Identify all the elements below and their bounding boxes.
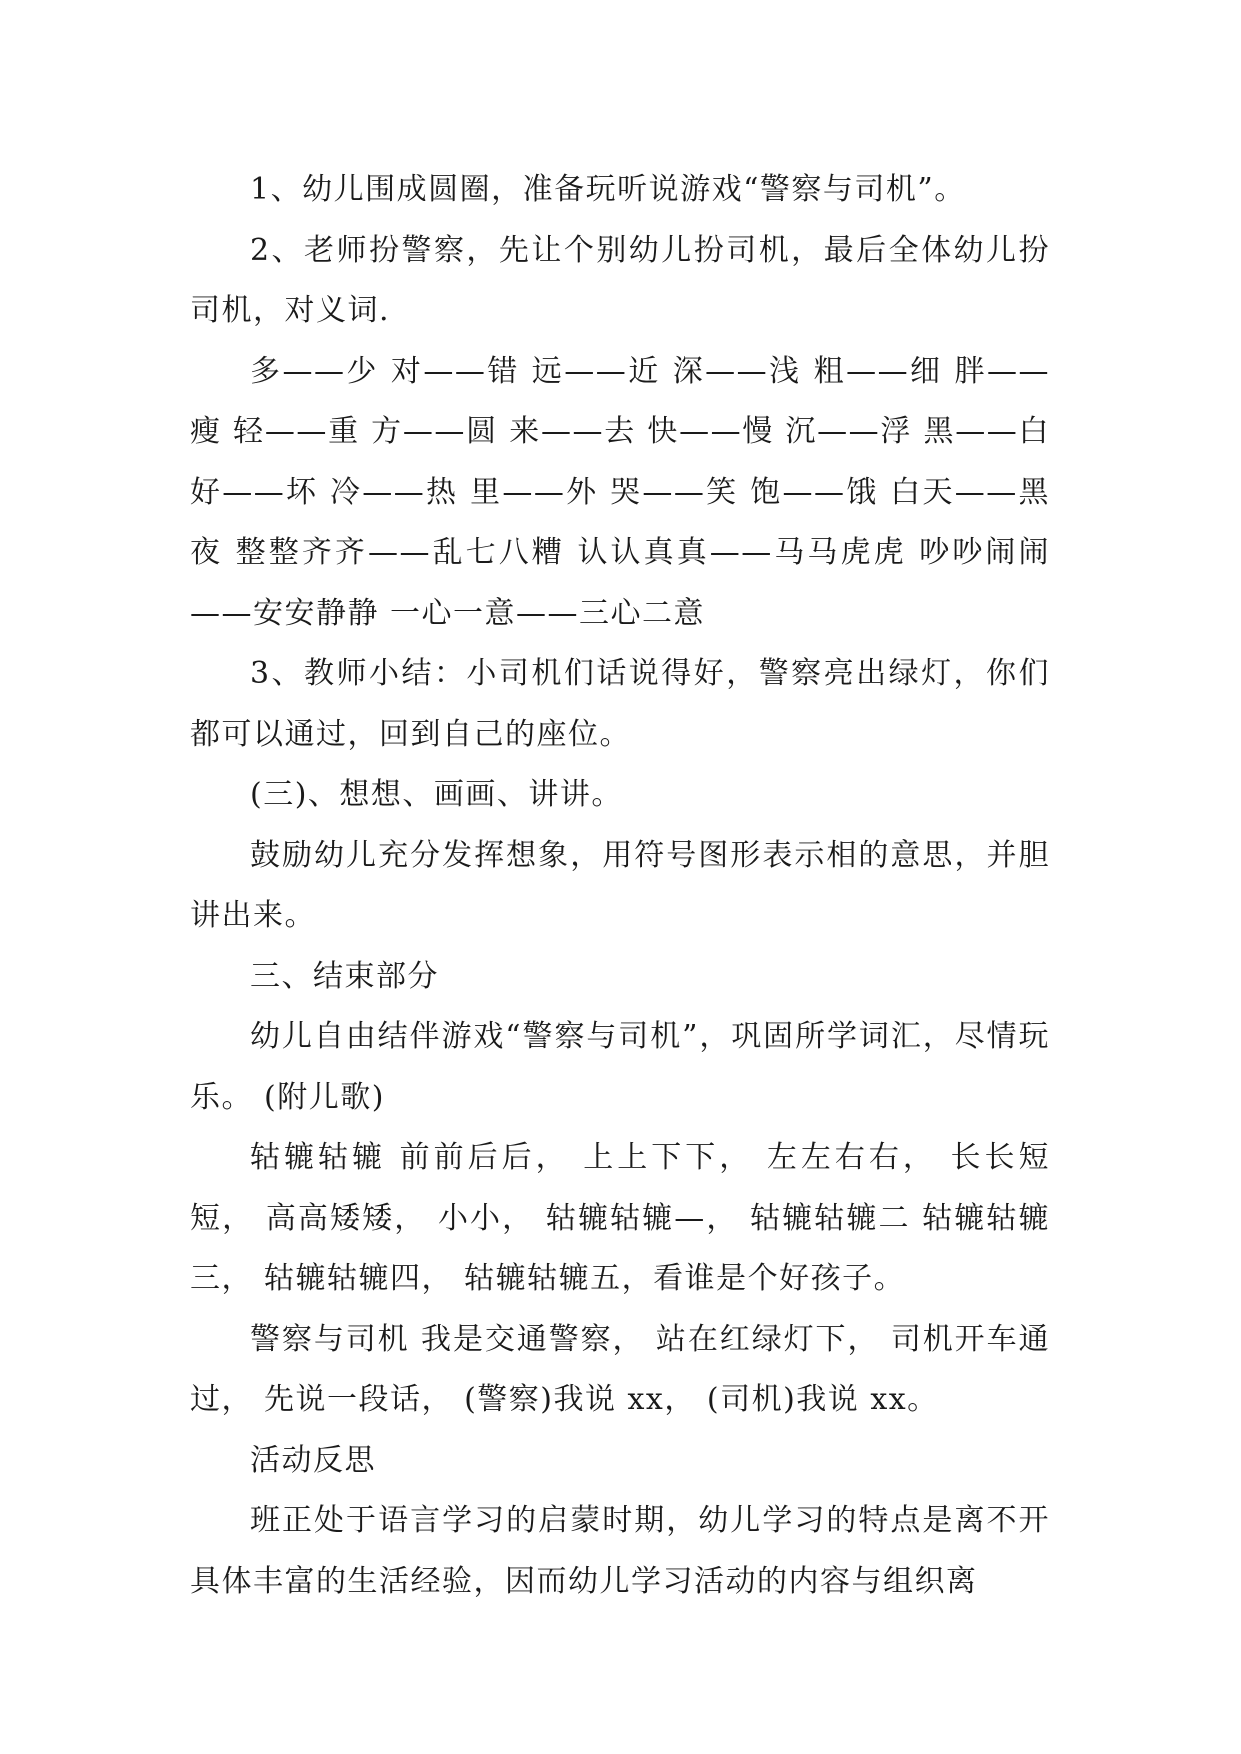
document-body [190, 160, 1062, 1612]
section-heading-reflection: 活动反思 [250, 1442, 376, 1478]
paragraph-step-1: 1、幼儿围成圆圈，准备玩听说游戏“警察与司机”。 [250, 172, 966, 207]
paragraph-encourage: 鼓励幼儿充分发挥想象，用符号图形表示相的意思，并胆讲出来。 [190, 837, 1050, 933]
paragraph-reflection: 班正处于语言学习的启蒙时期，幼儿学习的特点是离不开具体丰富的生活经验，因而幼儿学习活动的内容与组织离 [190, 1503, 1050, 1599]
paragraph-police-driver: 警察与司机 我是交通警察， 站在红绿灯下， 司机开车通过， 先说一段话， (警察)我说 xx， (司机)我说 xx。 [190, 1321, 1050, 1417]
paragraph-nursery-rhyme: 轱辘轱辘 前前后后， 上上下下， 左左右右， 长长短短， 高高矮矮， 小小， 轱辘轱辘—， 轱辘轱辘二 轱辘轱辘三， 轱辘轱辘四， 轱辘轱辘五，看谁是个好孩子。 [190, 1140, 1050, 1296]
paragraph-free-play: 幼儿自由结伴游戏“警察与司机”，巩固所学词汇，尽情玩乐。 (附儿歌) [190, 1019, 1050, 1115]
section-heading-ending: 三、结束部分 [250, 958, 439, 994]
paragraph-antonyms: 多——少 对——错 远——近 深——浅 粗——细 胖——瘦 轻——重 方——圆 来——去 快——慢 沉——浮 黑——白 好——坏 冷——热 里——外 哭——笑 饱——饿 白天——黑夜 整整齐齐——乱七八糟 认认真真——马马虎虎 吵吵闹闹——安安静静 一心一意——三心二意 [190, 353, 1062, 631]
section-heading-think-draw-talk: (三)、想想、画画、讲讲。 [250, 777, 623, 812]
paragraph-step-3: 3、教师小结：小司机们话说得好，警察亮出绿灯，你们都可以通过，回到自己的座位。 [190, 656, 1050, 752]
paragraph-step-2: 2、老师扮警察，先让个别幼儿扮司机，最后全体幼儿扮司机，对义词. [190, 232, 1050, 328]
